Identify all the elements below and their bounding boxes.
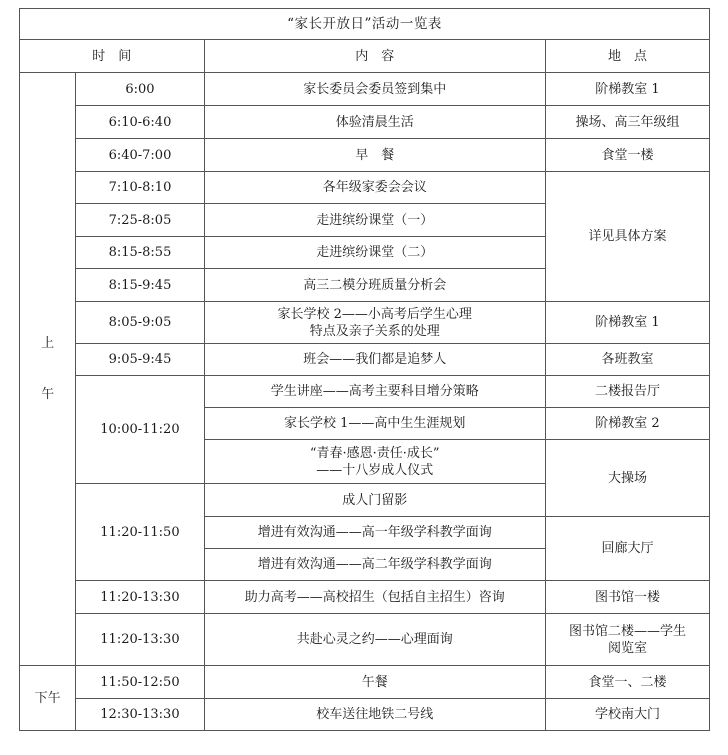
time-cell: 7:10-8:10	[76, 172, 204, 204]
period-afternoon: 下午	[20, 666, 76, 731]
title-row	[20, 9, 710, 40]
time-cell: 6:40-7:00	[76, 139, 204, 172]
content-cell: 校车送往地铁二号线	[204, 699, 545, 731]
content-cell: 家长委员会委员签到集中	[204, 73, 545, 106]
content-cell: 助力高考——高校招生（包括自主招生）咨询	[204, 581, 545, 614]
table-row	[20, 73, 710, 106]
table-row	[20, 139, 710, 172]
time-cell: 6:10-6:40	[76, 106, 204, 139]
header-row	[20, 40, 710, 73]
time-cell: 8:15-9:45	[76, 269, 204, 302]
content-cell: 家长学校 1——高中生生涯规划	[204, 408, 545, 440]
time-cell: 8:05-9:05	[76, 302, 204, 344]
place-cell: 回廊大厅	[545, 517, 709, 581]
place-cell: 学校南大门	[545, 699, 709, 731]
time-cell: 11:50-12:50	[76, 666, 204, 699]
place-line-2: 阅览室	[607, 640, 647, 656]
content-line-2: 特点及亲子关系的处理	[309, 323, 440, 339]
period-morning-char-2: 午	[41, 387, 55, 402]
time-cell: 11:20-13:30	[76, 581, 204, 614]
place-cell: 食堂一、二楼	[545, 666, 709, 699]
content-cell: 早 餐	[204, 139, 545, 172]
place-cell: 食堂一楼	[545, 139, 709, 172]
table-row	[20, 344, 710, 376]
time-cell: 9:05-9:45	[76, 344, 204, 376]
content-cell: 走进缤纷课堂（一）	[204, 204, 545, 237]
content-cell: 增进有效沟通——高二年级学科教学面询	[204, 549, 545, 581]
content-line-2: ——十八岁成人仪式	[316, 462, 434, 478]
place-cell: 图书馆一楼	[545, 581, 709, 614]
place-cell: 阶梯教室 1	[545, 302, 709, 344]
content-cell: 班会——我们都是追梦人	[204, 344, 545, 376]
content-cell: 共赴心灵之约——心理面询	[204, 614, 545, 666]
header-time: 时 间	[20, 40, 205, 73]
time-cell: 12:30-13:30	[76, 699, 204, 731]
schedule-table	[19, 8, 710, 731]
content-line-1: “青春·感恩·责任·成长”	[309, 445, 440, 461]
table-row	[20, 376, 710, 408]
place-cell: 大操场	[545, 440, 709, 517]
time-cell: 7:25-8:05	[76, 204, 204, 237]
place-cell: 各班教室	[545, 344, 709, 376]
place-line-1: 图书馆二楼——学生	[568, 623, 686, 639]
content-cell: 高三二模分班质量分析会	[204, 269, 545, 302]
content-cell: 走进缤纷课堂（二）	[204, 237, 545, 269]
place-cell: 详见具体方案	[545, 172, 709, 302]
content-cell: 体验清晨生活	[204, 106, 545, 139]
content-cell	[204, 440, 545, 484]
content-cell: 午餐	[204, 666, 545, 699]
table-row	[20, 302, 710, 344]
period-morning	[20, 73, 76, 666]
header-place: 地 点	[545, 40, 709, 73]
place-cell: 阶梯教室 2	[545, 408, 709, 440]
table-row	[20, 581, 710, 614]
table-row	[20, 666, 710, 699]
period-morning-char-1: 上	[41, 336, 55, 351]
place-cell: 阶梯教室 1	[545, 73, 709, 106]
header-content: 内 容	[204, 40, 545, 73]
content-line-1: 家长学校 2——小高考后学生心理	[277, 306, 472, 322]
table-row	[20, 106, 710, 139]
time-cell: 10:00-11:20	[76, 376, 204, 484]
content-cell: 增进有效沟通——高一年级学科教学面询	[204, 517, 545, 549]
content-cell: 各年级家委会会议	[204, 172, 545, 204]
place-cell: 二楼报告厅	[545, 376, 709, 408]
table-row	[20, 614, 710, 666]
time-cell: 6:00	[76, 73, 204, 106]
content-cell: 学生讲座——高考主要科目增分策略	[204, 376, 545, 408]
content-cell: 成人门留影	[204, 484, 545, 517]
time-cell: 8:15-8:55	[76, 237, 204, 269]
place-cell	[545, 614, 709, 666]
table-row	[20, 699, 710, 731]
content-cell	[204, 302, 545, 344]
time-cell: 11:20-13:30	[76, 614, 204, 666]
table-title: “家长开放日”活动一览表	[20, 9, 710, 40]
time-cell: 11:20-11:50	[76, 484, 204, 581]
table-row	[20, 172, 710, 204]
place-cell: 操场、高三年级组	[545, 106, 709, 139]
